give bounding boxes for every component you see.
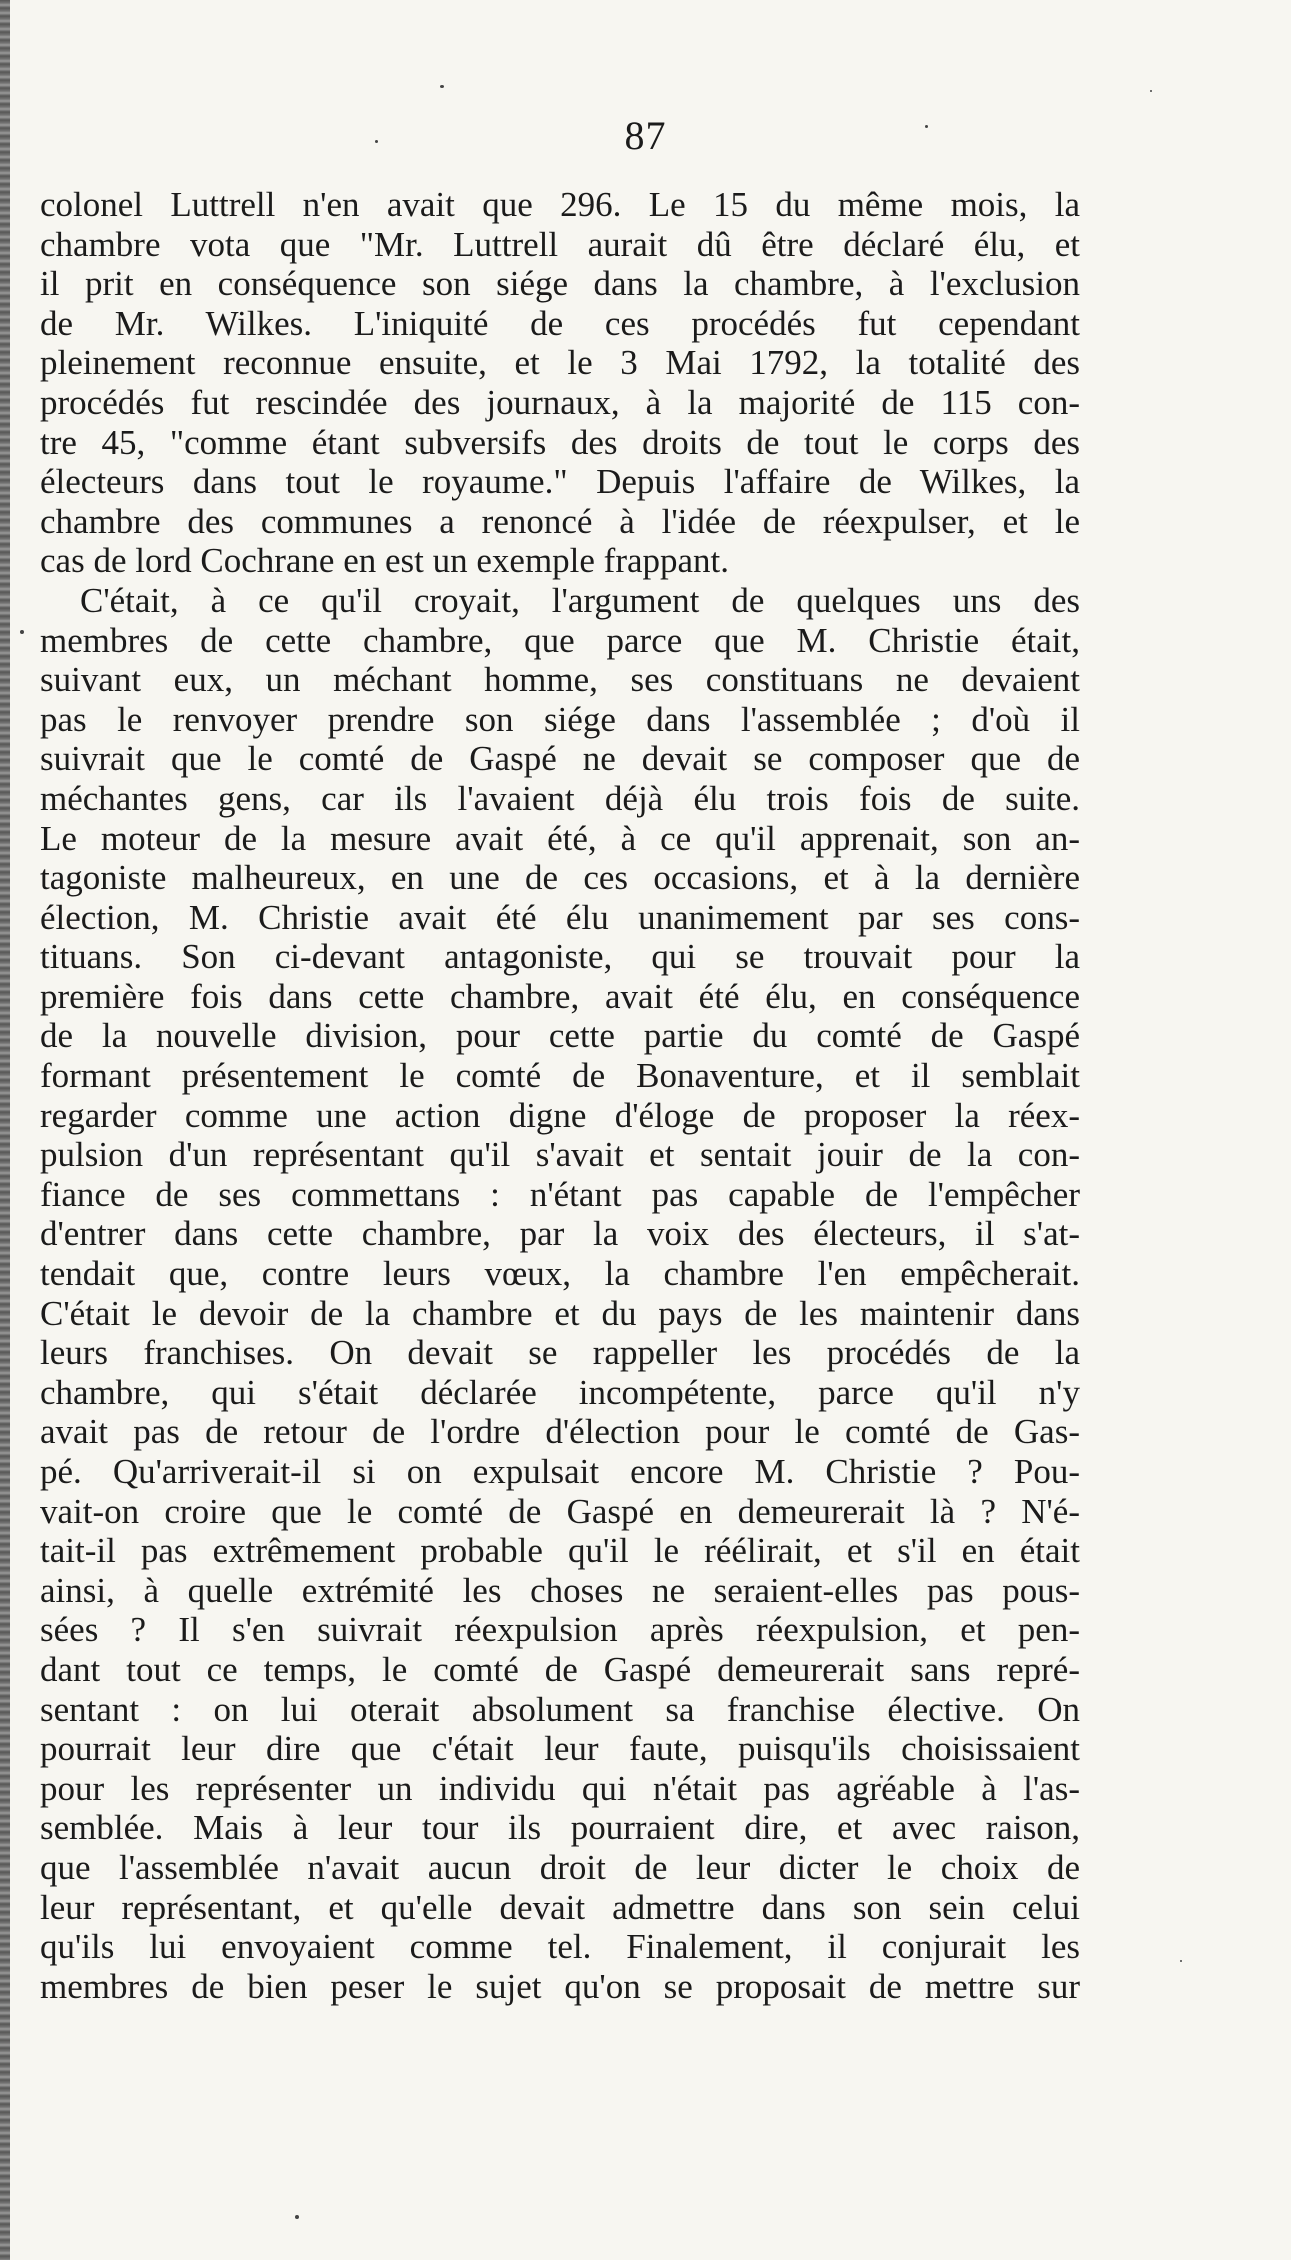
text-line: suivant eux, un méchant homme, ses constituans ne devaient [40, 660, 1080, 700]
text-line: regarder comme une action digne d'éloge de proposer la réex- [40, 1095, 1080, 1135]
text-line: tendait que, contre leurs vœux, la chambre l'en empêcherait. [40, 1254, 1080, 1294]
text-line: ainsi, à quelle extrémité les choses ne seraient-elles pas pous- [40, 1570, 1080, 1610]
text-line: suivrait que le comté de Gaspé ne devait se composer que de [40, 739, 1080, 779]
text-line: semblée. Mais à leur tour ils pourraient dire, et avec raison, [40, 1808, 1080, 1848]
ink-speck [20, 630, 24, 634]
text-line: pulsion d'un représentant qu'il s'avait et sentait jouir de la con- [40, 1135, 1080, 1175]
text-line: pas le renvoyer prendre son siége dans l'assemblée ; d'où il [40, 699, 1080, 739]
text-line: pour les représenter un individu qui n'était pas agréable à l'as- [40, 1768, 1080, 1808]
ink-speck [1150, 90, 1152, 92]
text-line: qu'ils lui envoyaient comme tel. Finalement, il conjurait les [40, 1927, 1080, 1967]
text-line: chambre des communes a renoncé à l'idée de réexpulser, et le [40, 501, 1080, 541]
text-line: pourrait leur dire que c'était leur faute, puisqu'ils choisissaient [40, 1729, 1080, 1769]
ink-speck [295, 2215, 299, 2219]
text-line: pleinement reconnue ensuite, et le 3 Mai 1792, la totalité des [40, 343, 1080, 383]
text-line: leurs franchises. On devait se rappeller les procédés de la [40, 1333, 1080, 1373]
text-line: procédés fut rescindée des journaux, à la majorité de 115 con- [40, 382, 1080, 422]
page-binding-edge [0, 0, 10, 2260]
text-line: colonel Luttrell n'en avait que 296. Le 15 du même mois, la [40, 185, 1080, 224]
text-line: Le moteur de la mesure avait été, à ce qu'il apprenait, son an- [40, 818, 1080, 858]
text-line: tre 45, "comme étant subversifs des droits de tout le corps des [40, 422, 1080, 462]
text-line: C'était le devoir de la chambre et du pays de les maintenir dans [40, 1293, 1080, 1333]
text-line: fiance de ses commettans : n'étant pas capable de l'empêcher [40, 1174, 1080, 1214]
text-line: méchantes gens, car ils l'avaient déjà élu trois fois de suite. [40, 778, 1080, 818]
text-line: C'était, à ce qu'il croyait, l'argument de quelques uns des [80, 580, 1080, 620]
text-line: membres de cette chambre, que parce que M. Christie était, [40, 620, 1080, 660]
text-line: élection, M. Christie avait été élu unanimement par ses cons- [40, 897, 1080, 937]
text-line: que l'assemblée n'avait aucun droit de leur dicter le choix de [40, 1847, 1080, 1887]
text-line: tait-il pas extrêmement probable qu'il le réélirait, et s'il en était [40, 1531, 1080, 1571]
text-line: d'entrer dans cette chambre, par la voix des électeurs, il s'at- [40, 1214, 1080, 1254]
text-line: tituans. Son ci-devant antagoniste, qui se trouvait pour la [40, 937, 1080, 977]
ink-speck [1180, 1960, 1182, 1962]
text-line: cas de lord Cochrane en est un exemple frappant. [40, 541, 730, 581]
text-line: membres de bien peser le sujet qu'on se proposait de mettre sur [40, 1966, 1080, 2006]
text-line: de Mr. Wilkes. L'iniquité de ces procédés fut cependant [40, 303, 1080, 343]
text-line: pé. Qu'arriverait-il si on expulsait encore M. Christie ? Pou- [40, 1452, 1080, 1491]
text-line: électeurs dans tout le royaume." Depuis l'affaire de Wilkes, la [40, 462, 1080, 502]
text-line: chambre, qui s'était déclarée incompétente, parce qu'il n'y [40, 1372, 1080, 1412]
text-line: vait-on croire que le comté de Gaspé en demeurerait là ? N'é- [40, 1491, 1080, 1531]
text-line: leur représentant, et qu'elle devait admettre dans son sein celui [40, 1887, 1080, 1927]
text-line: dant tout ce temps, le comté de Gaspé demeurerait sans repré- [40, 1649, 1080, 1689]
text-line: avait pas de retour de l'ordre d'élection pour le comté de Gas- [40, 1412, 1080, 1452]
body-text [40, 185, 1080, 2006]
text-line: première fois dans cette chambre, avait été élu, en conséquence [40, 976, 1080, 1016]
ink-speck [440, 85, 444, 88]
text-line: sées ? Il s'en suivrait réexpulsion après réexpulsion, et pen- [40, 1610, 1080, 1650]
text-line: sentant : on lui oterait absolument sa franchise élective. On [40, 1689, 1080, 1729]
text-line: chambre vota que "Mr. Luttrell aurait dû être déclaré élu, et [40, 224, 1080, 264]
text-line: il prit en conséquence son siége dans la chambre, à l'exclusion [40, 264, 1080, 304]
text-line: de la nouvelle division, pour cette partie du comté de Gaspé [40, 1016, 1080, 1056]
page-number: 87 [624, 113, 667, 158]
text-line: formant présentement le comté de Bonaventure, et il semblait [40, 1056, 1080, 1096]
text-line: tagoniste malheureux, en une de ces occasions, et à la dernière [40, 858, 1080, 898]
